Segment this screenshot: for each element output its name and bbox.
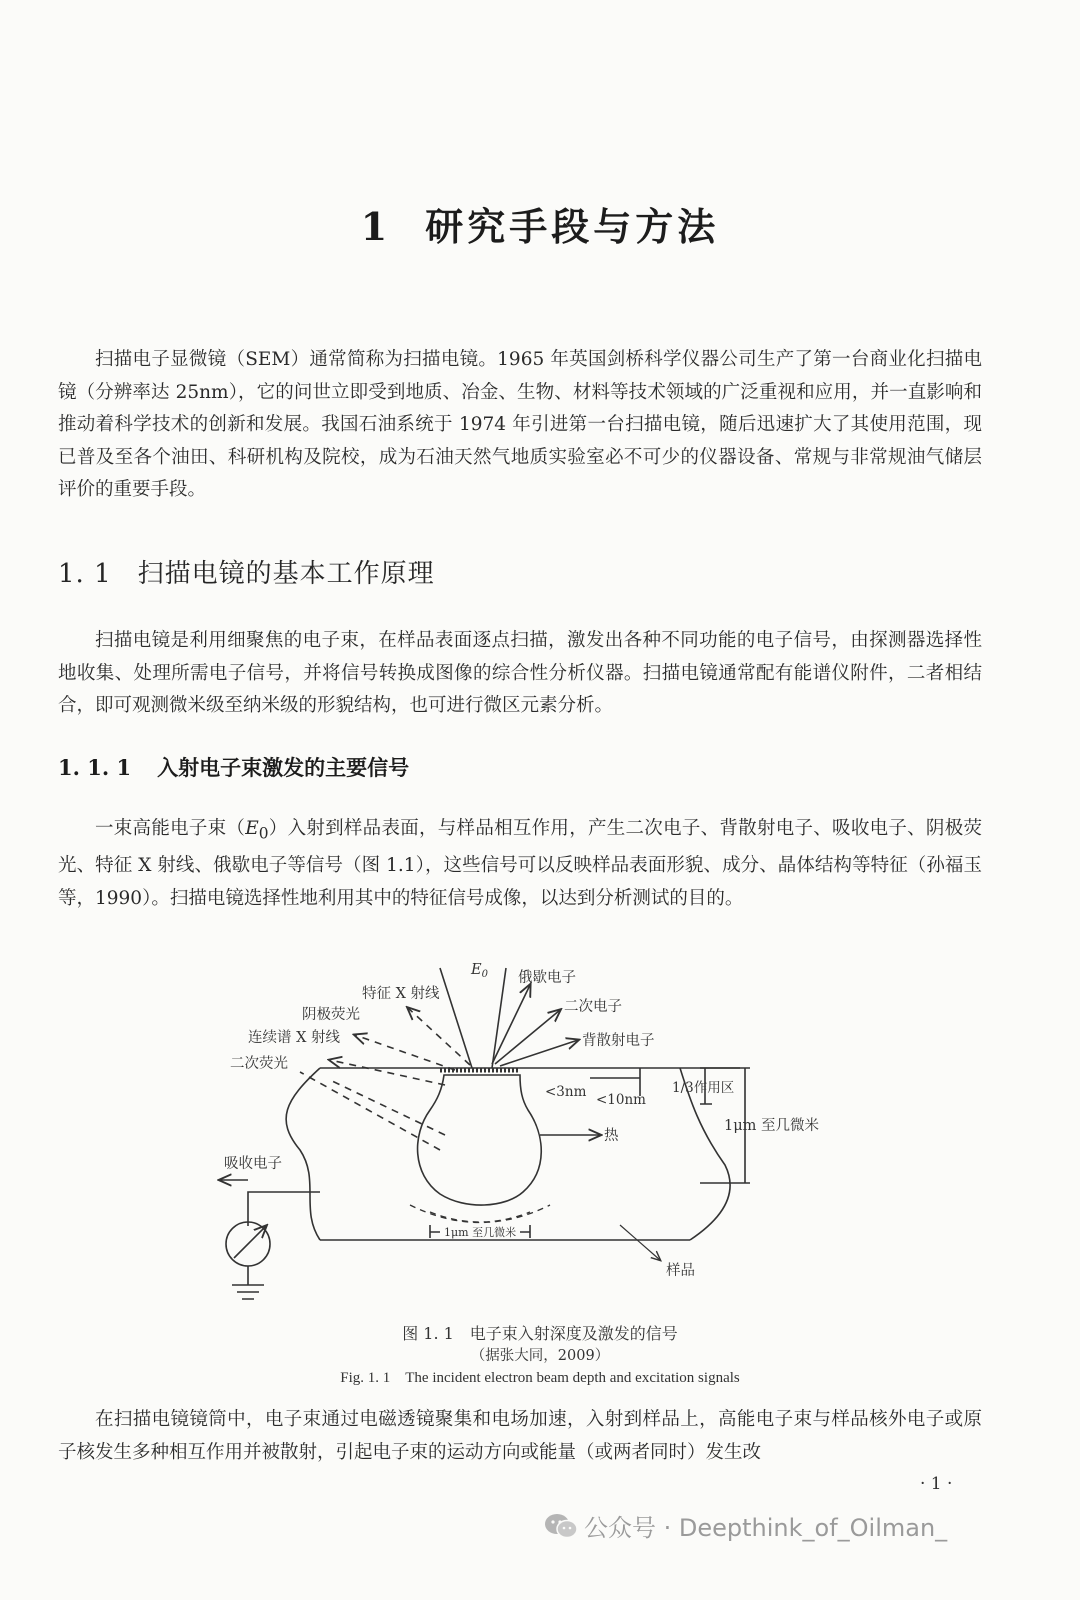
e0-symbol: E [245,818,259,839]
signals-text-start: 一束高能电子束（ [95,818,246,839]
label-lt3nm: <3nm [545,1084,587,1100]
watermark [544,1508,947,1543]
figure-caption-cn: 图 1. 1 电子束入射深度及激发的信号 [402,1324,678,1343]
intro-paragraph: 扫描电子显微镜（SEM）通常简称为扫描电镜。1965 年英国剑桥科学仪器公司生产了第一台商业化扫描电镜（分辨率达 25nm），它的问世立即受到地质、冶金、生物、材料等技术领域的广泛重视和应用，并一直影响和推动着科学技术的创新和发展。我国石油系统于 1974 年引进第一台扫描电镜，随后迅速扩大了其使用范围，现已普及至各个油田、科研机构及院校，成为石油天然气地质实验室必不可少的仪器设备、常规与非常规油气储层评价的重要手段。 [58,349,982,500]
label-depth: 1μm 至几微米 [724,1118,820,1134]
sample-pointer [620,1225,660,1260]
label-secondary: 二次电子 [564,999,622,1015]
page-number: · 1 · [920,1474,953,1494]
label-backscatter: 背散射电子 [582,1033,655,1049]
label-e0: $E_0$ [471,962,488,980]
signals-text-end: ）入射到样品表面，与样品相互作用，产生二次电子、背散射电子、吸收电子、阴极荧光、特征 X 射线、俄歇电子等信号（图 1.1），这些信号可以反映样品表面形貌、成分、晶体结构等特征（孙福玉等，1990）。扫描电镜选择性地利用其中的特征信号成像，以达到分析测试的目的。 [58,818,982,909]
label-xray: 特征 X 射线 [362,986,440,1002]
subsection-heading [58,752,409,782]
section-heading [58,553,435,590]
subsection-title: 入射电子束激发的主要信号 [157,755,410,780]
wechat-icon [544,1512,578,1540]
chapter-title [0,196,1080,251]
principle-paragraph: 扫描电镜是利用细聚焦的电子束，在样品表面逐点扫描，激发出各种不同功能的电子信号，由探测器选择性地收集、处理所需电子信号，并将信号转换成图像的综合性分析仪器。扫描电镜通常配有能谱仪附件，二者相结合，即可观测微米级至纳米级的形貌结构，也可进行微区元素分析。 [58,630,982,716]
figure-caption-source: （据张大同，2009） [470,1348,610,1364]
watermark-text: 公众号 · Deepthink_of_Oilman_ [584,1514,948,1542]
chapter-title-text: 研究手段与方法 [425,204,720,249]
label-cathodo: 阴极荧光 [302,1007,360,1023]
label-lt10nm: <10nm [596,1092,646,1108]
label-continuum: 连续谱 X 射线 [248,1030,341,1046]
signals-paragraph [58,813,982,915]
subsection-number: 1. 1. 1 [58,755,132,780]
label-width: 1μm 至几微米 [444,1226,517,1239]
sample-left-edge [286,1068,320,1240]
figure-caption-en: Fig. 1. 1 The incident electron beam depth and excitation signals [340,1370,740,1386]
beam-paragraph: 在扫描电镜镜筒中，电子束通过电磁透镜聚集和电场加速，入射到样品上，高能电子束与样品核外电子或原子核发生多种相互作用并被散射，引起电子束的运动方向或能量（或两者同时）发生改 [58,1409,982,1463]
label-heat: 热 [604,1128,619,1144]
chapter-number: 1 [360,204,392,249]
interaction-volume [418,1075,542,1205]
label-auger: 俄歇电子 [518,970,576,986]
label-third-zone: 1/3作用区 [672,1080,735,1096]
label-fluor: 二次荧光 [230,1056,288,1072]
electron-beam-figure [0,950,1080,1320]
label-absorbed: 吸收电子 [224,1156,282,1172]
section-title: 扫描电镜的基本工作原理 [137,559,435,589]
incident-beam-right [492,968,506,1068]
label-sample: 样品 [666,1263,695,1279]
e0-subscript: 0 [258,824,269,843]
cathodo-arrow [355,1035,455,1070]
section-number: 1. 1 [58,559,112,589]
absorbed-line [248,1192,320,1226]
backscatter-arrow [500,1040,578,1066]
continuum-arrow [330,1060,445,1085]
